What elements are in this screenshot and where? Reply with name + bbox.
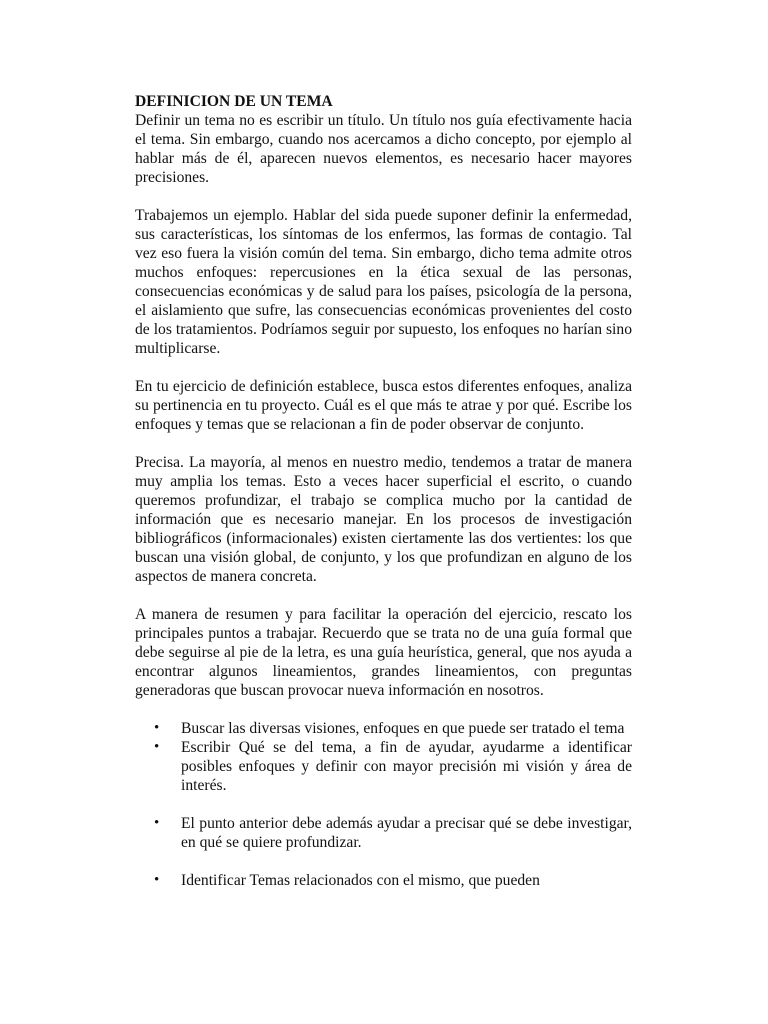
list-item — [135, 719, 632, 738]
bullet-list — [135, 719, 632, 890]
paragraph-4: Precisa. La mayoría, al menos en nuestro medio, tendemos a tratar de manera muy amplia los temas. Esto a veces hacer superficial el escrito, o cuando queremos profundizar, el trabajo se complica mucho por la cantidad de información que es necesario manejar. En los procesos de investigación bibliográficos (informacionales) existen ciertamente las dos vertientes: los que buscan una visión global, de conjunto, y los que profundizan en alguno de los aspectos de manera concreta. — [135, 454, 632, 585]
list-item-text: Escribir Qué se del tema, a fin de ayudar, ayudarme a identificar posibles enfoques y definir con mayor precisión mi visión y área de interés. — [181, 739, 632, 794]
document-title: DEFINICION DE UN TEMA — [135, 93, 333, 110]
paragraph-2: Trabajemos un ejemplo. Hablar del sida puede suponer definir la enfermedad, sus características, los síntomas de los enfermos, las formas de contagio. Tal vez eso fuera la visión común del tema. Sin embargo, dicho tema admite otros muchos enfoques: repercusiones en la ética sexual de las personas, consecuencias económicas y de salud para los países, psicología de la persona, el aislamiento que sufre, las consecuencias económicas provenientes del costo de los tratamientos. Podríamos seguir por supuesto, los enfoques no harían sino multiplicarse. — [135, 207, 632, 357]
list-item — [135, 738, 632, 795]
list-item — [135, 871, 632, 890]
list-item-text: El punto anterior debe además ayudar a precisar qué se debe investigar, en qué se quiere profundizar. — [181, 815, 632, 851]
list-item-text: Buscar las diversas visiones, enfoques en que puede ser tratado el tema — [181, 720, 625, 737]
list-item — [135, 814, 632, 852]
bullet-icon: • — [154, 815, 160, 831]
paragraph-3: En tu ejercicio de definición establece, busca estos diferentes enfoques, analiza su pertinencia en tu proyecto. Cuál es el que más te atrae y por qué. Escribe los enfoques y temas que se relacionan a fin de poder observar de conjunto. — [135, 378, 632, 433]
paragraph-5: A manera de resumen y para facilitar la operación del ejercicio, rescato los principales puntos a trabajar. Recuerdo que se trata no de una guía formal que debe seguirse al pie de la letra, es una guía heurística, general, que nos ayuda a encontrar algunos lineamientos, grandes lineamientos, con preguntas generadoras que buscan provocar nueva información en nosotros. — [135, 606, 632, 699]
paragraph-1: Definir un tema no es escribir un título. Un título nos guía efectivamente hacia el tema. Sin embargo, cuando nos acercamos a dicho concepto, por ejemplo al hablar más de él, aparecen nuevos elementos, es necesario hacer mayores precisiones. — [135, 112, 632, 186]
bullet-icon: • — [154, 739, 160, 755]
bullet-icon: • — [154, 720, 160, 736]
document-body — [135, 92, 632, 890]
bullet-icon: • — [154, 872, 160, 888]
list-item-text: Identificar Temas relacionados con el mismo, que pueden — [181, 872, 540, 889]
